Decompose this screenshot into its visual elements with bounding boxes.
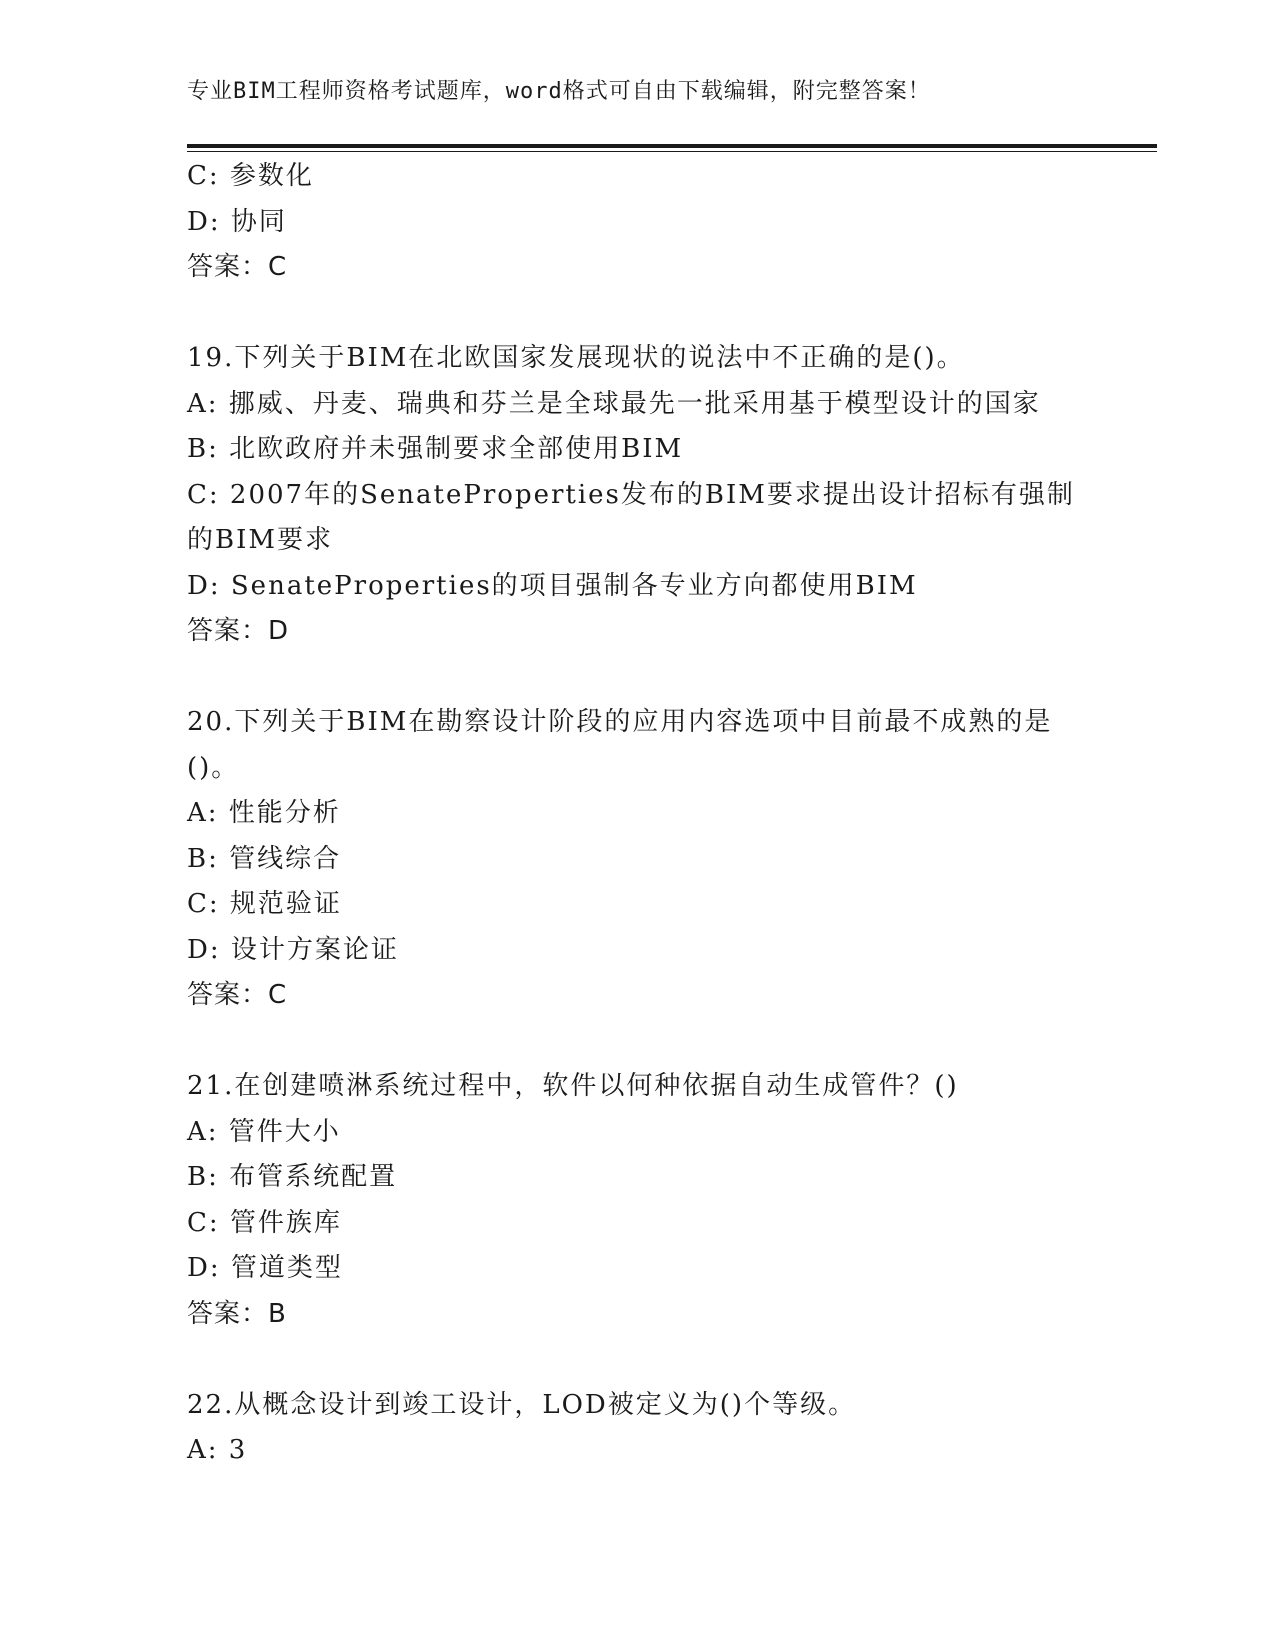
question-19 [187, 336, 1087, 655]
answer-line: 答案：C [187, 980, 288, 1010]
option-line: D: 管道类型 [187, 1253, 343, 1283]
option-line: D: 协同 [187, 206, 287, 237]
question-stem: ()。 [187, 752, 240, 783]
question-21 [187, 1064, 1087, 1337]
question-stem: 22.从概念设计到竣工设计，LOD被定义为()个等级。 [187, 1389, 857, 1420]
question-18-tail [187, 154, 1087, 291]
question-list [187, 154, 1087, 1474]
header-text: 专业BIM工程师资格考试题库，word格式可自由下载编辑，附完整答案！ [187, 79, 931, 104]
option-line: A: 挪威、丹麦、瑞典和芬兰是全球最先一批采用基于模型设计的国家 [187, 388, 1041, 419]
option-line: D: 设计方案论证 [187, 934, 399, 965]
option-line: A: 3 [187, 1435, 248, 1465]
question-stem: 20.下列关于BIM在勘察设计阶段的应用内容选项中目前最不成熟的是 [187, 707, 1053, 737]
question-20 [187, 700, 1087, 1019]
option-line: B: 布管系统配置 [187, 1162, 398, 1192]
question-stem: 21.在创建喷淋系统过程中，软件以何种依据自动生成管件？() [187, 1071, 959, 1101]
option-line: D: SenateProperties的项目强制各专业方向都使用BIM [187, 570, 918, 601]
spacer [187, 291, 1087, 337]
spacer [187, 1019, 1087, 1065]
option-line: C: 参数化 [187, 161, 314, 191]
question-22 [187, 1383, 1087, 1474]
option-line: C: 管件族库 [187, 1207, 342, 1238]
spacer [187, 655, 1087, 701]
header-rule-thin [187, 151, 1157, 152]
option-line: A: 性能分析 [187, 798, 341, 828]
answer-line: 答案：C [187, 252, 288, 282]
option-line: A: 管件大小 [187, 1116, 341, 1147]
question-stem: 19.下列关于BIM在北欧国家发展现状的说法中不正确的是()。 [187, 343, 965, 373]
option-line: C: 规范验证 [187, 889, 342, 919]
option-line: B: 管线综合 [187, 843, 342, 874]
header-rule-thick [187, 144, 1157, 148]
option-line: 的BIM要求 [187, 525, 333, 555]
option-line: C: 2007年的SenateProperties发布的BIM要求提出设计招标有强制 [187, 479, 1075, 510]
spacer [187, 1337, 1087, 1383]
answer-line: 答案：B [187, 1298, 287, 1329]
answer-line: 答案：D [187, 616, 290, 646]
option-line: B: 北欧政府并未强制要求全部使用BIM [187, 434, 684, 464]
